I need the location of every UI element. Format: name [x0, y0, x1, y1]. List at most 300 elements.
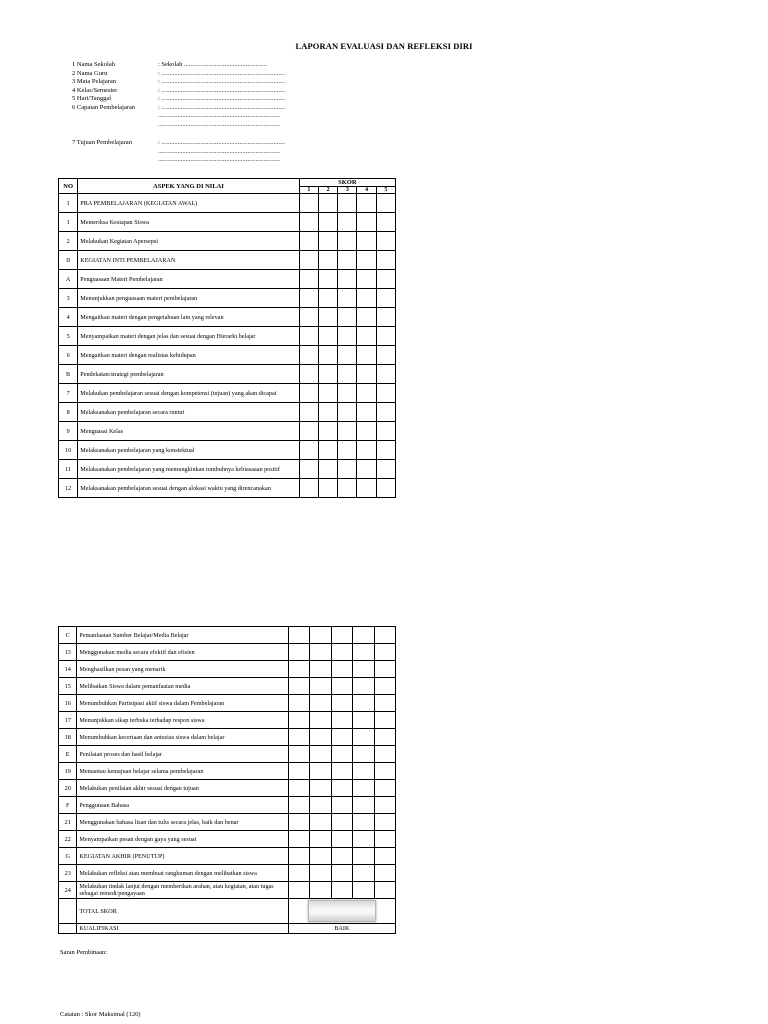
row-number: 24	[59, 882, 77, 899]
score-cell-3[interactable]	[338, 308, 357, 327]
table-row	[59, 346, 396, 365]
info-value[interactable]: : Sekolah ...................................................	[158, 61, 267, 68]
info-value[interactable]: : ............................................................................	[158, 86, 285, 94]
score-cell-2[interactable]	[318, 346, 337, 365]
table-row	[59, 232, 396, 251]
score-cell-1[interactable]	[299, 441, 318, 460]
row-number: A	[59, 270, 78, 289]
score-cell-5[interactable]	[376, 441, 395, 460]
row-aspect: Penguasaan Materi Pembelajaran	[78, 270, 299, 289]
row-aspect: Melakukan penilaian akhir sesuai dengan tujuan	[77, 780, 288, 797]
row-aspect: Pendekatan/strategi pembelajaran	[78, 365, 299, 384]
row-number: 10	[59, 441, 78, 460]
header-score-3: 3	[338, 187, 357, 194]
table-row	[59, 289, 396, 308]
row-number: F	[59, 797, 77, 814]
score-cell-5[interactable]	[374, 780, 395, 797]
table-row	[59, 780, 396, 797]
table-row	[59, 327, 396, 346]
row-number: 2	[59, 232, 78, 251]
score-cell-5[interactable]	[374, 865, 395, 882]
row-number: 9	[59, 422, 78, 441]
row-number: 6	[59, 346, 78, 365]
score-cell-3[interactable]	[338, 365, 357, 384]
score-cell-3[interactable]	[331, 644, 352, 661]
row-number: 20	[59, 780, 77, 797]
score-cell-1[interactable]	[299, 365, 318, 384]
row-aspect: Menggunakan bahasa lisan dan tulis secara jelas, baik dan benar	[77, 814, 288, 831]
score-cell-3[interactable]	[338, 213, 357, 232]
row-number: 17	[59, 712, 77, 729]
info-label: 5 Hari/Tanggal	[72, 95, 112, 102]
score-cell-2[interactable]	[310, 644, 331, 661]
score-cell-3[interactable]	[331, 831, 352, 848]
table-row	[59, 270, 396, 289]
row-number: 1	[59, 213, 78, 232]
row-number: G	[59, 848, 77, 865]
header-score-2: 2	[318, 187, 337, 194]
table-row	[59, 746, 396, 763]
kualifikasi-label: KUALIFIKASI	[77, 924, 288, 934]
score-cell-2[interactable]	[318, 479, 337, 498]
row-number: 7	[59, 384, 78, 403]
score-cell-1[interactable]	[299, 213, 318, 232]
row-number: 18	[59, 729, 77, 746]
row-number: 19	[59, 763, 77, 780]
header-score-1: 1	[299, 187, 318, 194]
score-cell-1[interactable]	[299, 194, 318, 213]
score-cell-4[interactable]	[357, 308, 376, 327]
score-cell-1[interactable]	[288, 661, 309, 678]
score-cell-2[interactable]	[310, 627, 331, 644]
info-row	[72, 104, 285, 113]
info-row	[72, 78, 285, 87]
score-cell-1[interactable]	[288, 882, 309, 899]
score-cell-1[interactable]	[299, 289, 318, 308]
score-cell-5[interactable]	[376, 403, 395, 422]
score-cell-2[interactable]	[318, 384, 337, 403]
table-row	[59, 308, 396, 327]
score-cell-1[interactable]	[299, 308, 318, 327]
table-row	[59, 865, 396, 882]
row-number: 13	[59, 644, 77, 661]
row-aspect: Menunjukkan penguasaan materi pembelajaran	[78, 289, 299, 308]
score-cell-5[interactable]	[374, 882, 395, 899]
table-row	[59, 797, 396, 814]
score-cell-3[interactable]	[338, 327, 357, 346]
score-cell-5[interactable]	[374, 831, 395, 848]
row-number: 21	[59, 814, 77, 831]
score-cell-2[interactable]	[310, 814, 331, 831]
info-value[interactable]: : ............................................................................	[158, 69, 285, 77]
total-score-box	[308, 900, 376, 922]
score-cell-4[interactable]	[353, 627, 374, 644]
score-cell-4[interactable]	[353, 746, 374, 763]
score-cell-5[interactable]	[374, 848, 395, 865]
score-cell-2[interactable]	[318, 289, 337, 308]
score-cell-1[interactable]	[299, 327, 318, 346]
row-number: 3	[59, 289, 78, 308]
score-cell-3[interactable]	[338, 270, 357, 289]
row-number: E	[59, 746, 77, 763]
score-cell-1[interactable]	[288, 678, 309, 695]
score-cell-4[interactable]	[353, 865, 374, 882]
row-aspect: Melaksanakan pembelajaran yang konstektual	[78, 441, 299, 460]
info-continuation[interactable]: ...........................................................................	[158, 112, 280, 119]
score-cell-4[interactable]	[357, 460, 376, 479]
score-cell-4[interactable]	[353, 678, 374, 695]
score-cell-1[interactable]	[288, 865, 309, 882]
score-cell-1[interactable]	[288, 780, 309, 797]
score-cell-3[interactable]	[331, 763, 352, 780]
score-cell-5[interactable]	[374, 678, 395, 695]
score-cell-5[interactable]	[374, 695, 395, 712]
total-no-cell	[59, 899, 77, 924]
info-row	[72, 139, 285, 148]
score-cell-5[interactable]	[374, 763, 395, 780]
evaluation-table-page-1	[58, 178, 396, 498]
row-aspect: Menunjukkan sikap terbuka terhadap respon siswa	[77, 712, 288, 729]
score-cell-5[interactable]	[374, 746, 395, 763]
row-number: 5	[59, 327, 78, 346]
score-cell-2[interactable]	[318, 327, 337, 346]
score-cell-1[interactable]	[299, 346, 318, 365]
header-score-5: 5	[376, 187, 395, 194]
score-cell-2[interactable]	[318, 308, 337, 327]
info-label: 6 Capaian Pembelajaran	[72, 103, 136, 111]
header-score-4: 4	[357, 187, 376, 194]
score-cell-2[interactable]	[310, 695, 331, 712]
row-number: I	[59, 194, 78, 213]
score-cell-1[interactable]	[288, 831, 309, 848]
score-cell-4[interactable]	[357, 441, 376, 460]
info-value[interactable]: : ............................................................................	[158, 78, 285, 85]
row-aspect: Melakukan tindak lanjut dengan memberikan arahan, atau kegiatan, atau tugas sebagai remedi/pengayaan	[77, 882, 288, 899]
score-cell-2[interactable]	[310, 678, 331, 695]
table-row	[59, 384, 396, 403]
document-title: LAPORAN EVALUASI DAN REFLEKSI DIRI	[295, 41, 473, 51]
score-cell-5[interactable]	[374, 797, 395, 814]
table-row	[59, 678, 396, 695]
info-row	[72, 70, 285, 79]
score-cell-4[interactable]	[353, 695, 374, 712]
score-cell-4[interactable]	[357, 232, 376, 251]
table-row	[59, 365, 396, 384]
table-row	[59, 251, 396, 270]
row-aspect: Penggunaan Bahasa	[77, 797, 288, 814]
score-cell-1[interactable]	[288, 712, 309, 729]
row-aspect: Melaksanakan pembelajaran secara runtut	[78, 403, 299, 422]
score-cell-4[interactable]	[353, 763, 374, 780]
score-cell-3[interactable]	[338, 403, 357, 422]
score-cell-4[interactable]	[357, 346, 376, 365]
score-cell-1[interactable]	[288, 763, 309, 780]
score-cell-3[interactable]	[331, 814, 352, 831]
score-cell-4[interactable]	[357, 365, 376, 384]
score-cell-2[interactable]	[310, 746, 331, 763]
row-aspect: KEGIATAN AKHIR (PENUTUP)	[77, 848, 288, 865]
score-cell-2[interactable]	[318, 213, 337, 232]
row-aspect: Melibatkan Siswa dalam pemanfaatan media	[77, 678, 288, 695]
score-cell-3[interactable]	[331, 797, 352, 814]
score-cell-3[interactable]	[331, 865, 352, 882]
score-cell-1[interactable]	[288, 814, 309, 831]
score-cell-1[interactable]	[288, 746, 309, 763]
row-aspect: Memeriksa Kesiapan Siswa	[78, 213, 299, 232]
row-aspect: Menguasai Kelas	[78, 422, 299, 441]
table-row	[59, 814, 396, 831]
score-cell-2[interactable]	[310, 848, 331, 865]
info-value[interactable]: : ............................................................................	[158, 95, 285, 102]
info-value[interactable]: : ............................................................................	[158, 139, 285, 146]
score-cell-2[interactable]	[318, 251, 337, 270]
info-label: 2 Nama Guru	[72, 69, 108, 77]
info-continuation[interactable]: ...........................................................................	[158, 120, 280, 128]
score-cell-1[interactable]	[299, 403, 318, 422]
saran-pembinaan: Saran Pembinaan:	[60, 949, 108, 956]
score-cell-4[interactable]	[353, 882, 374, 899]
score-cell-4[interactable]	[353, 644, 374, 661]
score-cell-1[interactable]	[288, 848, 309, 865]
row-number: C	[59, 627, 77, 644]
score-cell-2[interactable]	[310, 780, 331, 797]
info-label: 1 Nama Sekolah	[72, 61, 115, 68]
score-cell-4[interactable]	[357, 213, 376, 232]
score-cell-3[interactable]	[338, 289, 357, 308]
total-label: TOTAL SKOR	[77, 899, 288, 924]
kualifikasi-no-cell	[59, 924, 77, 934]
row-number: 15	[59, 678, 77, 695]
score-cell-3[interactable]	[338, 251, 357, 270]
info-continuation[interactable]: ...........................................................................	[158, 147, 280, 155]
score-cell-4[interactable]	[353, 712, 374, 729]
row-aspect: Menyampaikan pesan dengan gaya yang sesuai	[77, 831, 288, 848]
score-cell-1[interactable]	[288, 644, 309, 661]
score-cell-1[interactable]	[299, 251, 318, 270]
row-number: 14	[59, 661, 77, 678]
score-cell-2[interactable]	[310, 882, 331, 899]
score-cell-5[interactable]	[376, 346, 395, 365]
score-cell-1[interactable]	[299, 460, 318, 479]
score-cell-4[interactable]	[353, 780, 374, 797]
row-aspect: Menghasilkan pesan yang menarik	[77, 661, 288, 678]
table-row	[59, 422, 396, 441]
row-aspect: Menggunakan media secara efektif dan efisien	[77, 644, 288, 661]
score-cell-4[interactable]	[353, 661, 374, 678]
score-cell-4[interactable]	[357, 384, 376, 403]
row-aspect: Memantau kemajuan belajar selama pembelajaran	[77, 763, 288, 780]
evaluation-table-page-2	[58, 626, 396, 934]
table-row	[59, 831, 396, 848]
score-cell-4[interactable]	[353, 814, 374, 831]
score-cell-5[interactable]	[374, 729, 395, 746]
score-cell-3[interactable]	[338, 232, 357, 251]
row-number: 16	[59, 695, 77, 712]
table-row	[59, 194, 396, 213]
score-cell-3[interactable]	[338, 422, 357, 441]
score-cell-3[interactable]	[338, 194, 357, 213]
score-cell-4[interactable]	[353, 797, 374, 814]
score-cell-3[interactable]	[331, 882, 352, 899]
score-cell-5[interactable]	[376, 365, 395, 384]
score-cell-3[interactable]	[331, 848, 352, 865]
table-row	[59, 882, 396, 899]
score-cell-2[interactable]	[310, 661, 331, 678]
header-no: NO	[59, 179, 78, 194]
score-cell-2[interactable]	[318, 403, 337, 422]
score-cell-5[interactable]	[376, 270, 395, 289]
table-row	[59, 644, 396, 661]
table-row	[59, 460, 396, 479]
info-row	[72, 87, 285, 96]
score-cell-4[interactable]	[357, 422, 376, 441]
score-cell-4[interactable]	[353, 848, 374, 865]
score-cell-1[interactable]	[299, 270, 318, 289]
score-cell-1[interactable]	[299, 422, 318, 441]
score-cell-2[interactable]	[318, 422, 337, 441]
kualifikasi-value: BAIK	[288, 924, 395, 934]
score-cell-5[interactable]	[374, 661, 395, 678]
row-aspect: Melaksanakan pembelajaran yang memungkinkan tumbuhnya kebiasaaan positif	[78, 460, 299, 479]
score-cell-5[interactable]	[374, 627, 395, 644]
row-number: B	[59, 365, 78, 384]
score-cell-3[interactable]	[331, 746, 352, 763]
score-cell-2[interactable]	[318, 365, 337, 384]
table-row	[59, 441, 396, 460]
score-cell-3[interactable]	[338, 346, 357, 365]
score-cell-1[interactable]	[288, 797, 309, 814]
score-cell-4[interactable]	[357, 270, 376, 289]
score-cell-2[interactable]	[310, 712, 331, 729]
score-cell-1[interactable]	[288, 695, 309, 712]
row-aspect: Menumbuhkan Partisipasi aktif siswa dalam Pembelajaran	[77, 695, 288, 712]
row-aspect: PRA PEMBELAJARAN (KEGIATAN AWAL)	[78, 194, 299, 213]
row-number: 8	[59, 403, 78, 422]
row-aspect: Penilaian proses dan hasil belajar	[77, 746, 288, 763]
score-cell-3[interactable]	[331, 661, 352, 678]
score-cell-3[interactable]	[331, 780, 352, 797]
score-cell-2[interactable]	[310, 763, 331, 780]
table-row	[59, 695, 396, 712]
score-cell-5[interactable]	[376, 479, 395, 498]
score-cell-4[interactable]	[357, 479, 376, 498]
score-cell-4[interactable]	[357, 251, 376, 270]
identity-info	[72, 61, 285, 165]
header-skor: SKOR	[299, 179, 395, 187]
score-cell-5[interactable]	[376, 251, 395, 270]
row-aspect: Pemanfaatan Sumber Belajar/Media Belajar	[77, 627, 288, 644]
row-number: 12	[59, 479, 78, 498]
score-cell-3[interactable]	[331, 729, 352, 746]
info-label: 7 Tujuan Pembelajaran	[72, 139, 132, 146]
table-row	[59, 213, 396, 232]
score-cell-5[interactable]	[376, 194, 395, 213]
score-cell-1[interactable]	[299, 232, 318, 251]
row-aspect: Melakukan pembelajaran sesuai dengan kompetensi (tujuan) yang akan dicapai	[78, 384, 299, 403]
table-row	[59, 627, 396, 644]
info-continuation[interactable]: ...........................................................................	[158, 156, 280, 163]
row-aspect: Menumbuhkan keceriaan dan antusias siswa dalam belajar	[77, 729, 288, 746]
score-cell-5[interactable]	[376, 384, 395, 403]
total-score-cell[interactable]	[288, 899, 395, 924]
score-cell-4[interactable]	[353, 831, 374, 848]
score-cell-2[interactable]	[310, 797, 331, 814]
score-cell-5[interactable]	[374, 712, 395, 729]
score-cell-2[interactable]	[318, 270, 337, 289]
score-cell-3[interactable]	[331, 627, 352, 644]
table-row	[59, 729, 396, 746]
row-number: 23	[59, 865, 77, 882]
score-cell-1[interactable]	[288, 729, 309, 746]
score-cell-5[interactable]	[376, 327, 395, 346]
row-aspect: Mengaitkan materi dengan realistas kehidupan	[78, 346, 299, 365]
score-cell-2[interactable]	[310, 831, 331, 848]
row-aspect: Melakukan refleksi atau membuat rangkuman dengan melibatkan siswa	[77, 865, 288, 882]
score-cell-5[interactable]	[376, 213, 395, 232]
score-cell-2[interactable]	[310, 729, 331, 746]
row-aspect: Menyampaikan materi dengan jelas dan sesuai dengan Hierarki belajar	[78, 327, 299, 346]
info-row	[72, 61, 285, 70]
info-value[interactable]: : ............................................................................	[158, 103, 285, 111]
score-cell-3[interactable]	[331, 712, 352, 729]
row-number: 22	[59, 831, 77, 848]
score-cell-2[interactable]	[318, 232, 337, 251]
score-cell-3[interactable]	[338, 441, 357, 460]
row-aspect: Melakukan Kegiatan Apersepsi	[78, 232, 299, 251]
score-cell-4[interactable]	[357, 194, 376, 213]
row-number: 4	[59, 308, 78, 327]
score-cell-2[interactable]	[310, 865, 331, 882]
score-cell-3[interactable]	[338, 479, 357, 498]
table-row	[59, 479, 396, 498]
score-cell-5[interactable]	[376, 232, 395, 251]
score-cell-1[interactable]	[299, 479, 318, 498]
table-row	[59, 661, 396, 678]
score-cell-2[interactable]	[318, 441, 337, 460]
score-cell-1[interactable]	[288, 627, 309, 644]
row-number: 11	[59, 460, 78, 479]
info-label: 3 Mata Pelajaran	[72, 78, 117, 85]
score-cell-3[interactable]	[338, 384, 357, 403]
score-cell-5[interactable]	[374, 644, 395, 661]
info-row	[72, 95, 285, 104]
score-cell-5[interactable]	[374, 814, 395, 831]
row-aspect: KEGIATAN INTI PEMBELAJARAN	[78, 251, 299, 270]
score-cell-5[interactable]	[376, 422, 395, 441]
score-cell-4[interactable]	[353, 729, 374, 746]
score-cell-2[interactable]	[318, 194, 337, 213]
score-cell-5[interactable]	[376, 289, 395, 308]
table-row	[59, 712, 396, 729]
score-cell-3[interactable]	[331, 678, 352, 695]
score-cell-5[interactable]	[376, 308, 395, 327]
row-aspect: Mengaitkan materi dengan pengetahuan lain yang relevan	[78, 308, 299, 327]
row-number: II	[59, 251, 78, 270]
table-row	[59, 848, 396, 865]
score-cell-3[interactable]	[338, 460, 357, 479]
score-cell-1[interactable]	[299, 384, 318, 403]
row-aspect: Melaksanakan pembelajaran sesuai dengan alokasi waktu yang direncanakan	[78, 479, 299, 498]
info-label: 4 Kelas/Semester	[72, 86, 118, 94]
score-cell-2[interactable]	[318, 460, 337, 479]
table-row	[59, 403, 396, 422]
score-cell-4[interactable]	[357, 403, 376, 422]
score-cell-5[interactable]	[376, 460, 395, 479]
score-cell-4[interactable]	[357, 289, 376, 308]
score-cell-4[interactable]	[357, 327, 376, 346]
score-cell-3[interactable]	[331, 695, 352, 712]
header-aspek: ASPEK YANG DI NILAI	[78, 179, 299, 194]
